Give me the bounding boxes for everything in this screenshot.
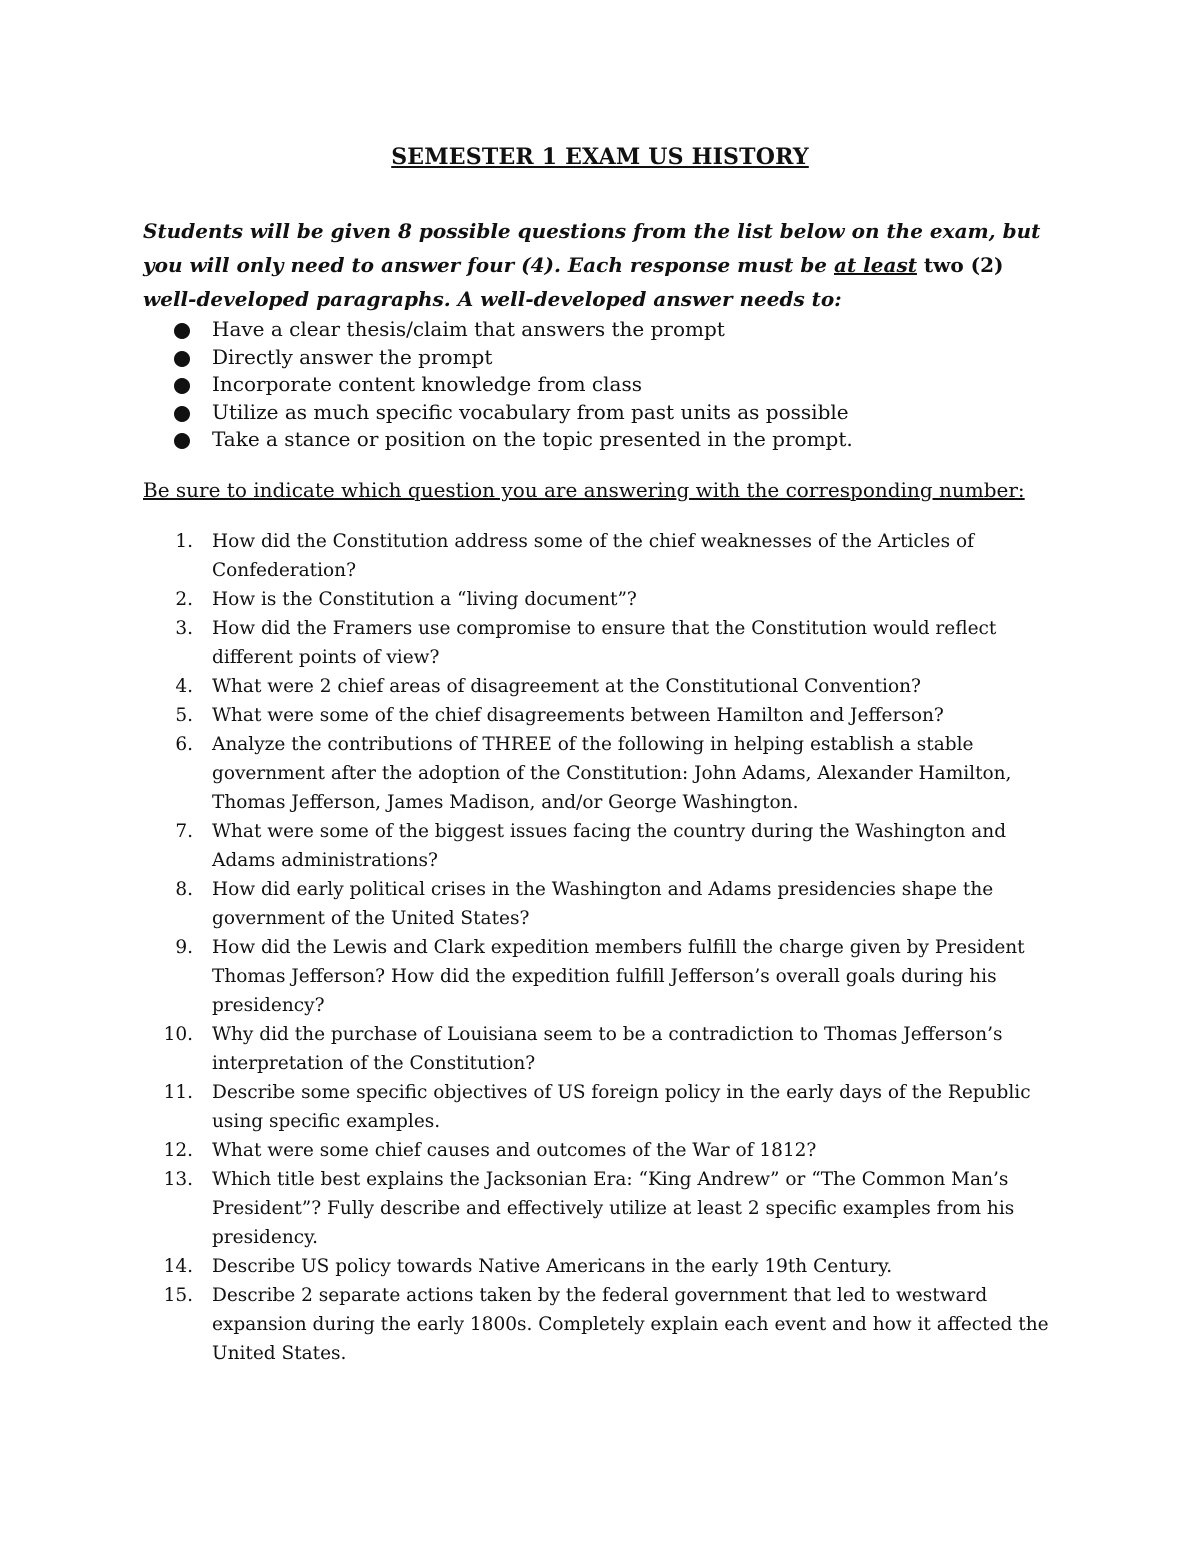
- question-item: [143, 701, 1073, 730]
- question-text: Describe US policy towards Native Americans in the early 19th Century.: [212, 1256, 893, 1277]
- criteria-text: Directly answer the prompt: [212, 344, 493, 369]
- question-text: How did the Framers use compromise to ensure that the Constitution would reflect different points of view?: [212, 618, 997, 668]
- question-text: How did early political crises in the Washington and Adams presidencies shape the government of the United States?: [212, 879, 994, 929]
- bullet-icon: [174, 351, 190, 367]
- question-text: What were 2 chief areas of disagreement at the Constitutional Convention?: [212, 676, 921, 697]
- question-number: 11.: [163, 1082, 193, 1103]
- criteria-text: Incorporate content knowledge from class: [212, 372, 642, 396]
- question-text: Describe some specific objectives of US foreign policy in the early days of the Republic using specific examples.: [212, 1082, 1031, 1132]
- question-number: 7.: [175, 821, 193, 842]
- question-text: What were some chief causes and outcomes of the War of 1812?: [212, 1140, 817, 1161]
- bullet-icon: [174, 323, 190, 339]
- question-text: Analyze the contributions of THREE of the following in helping establish a stable government after the adoption of the Constitution: John Adams, Alexander Hamilton, Thomas Jefferson, James Madison, and/or George Washington.: [212, 734, 1012, 813]
- question-item: [143, 730, 1073, 817]
- question-number: 6.: [175, 734, 193, 755]
- question-item: [143, 1078, 1073, 1136]
- intro-text-part3: well-developed paragraphs. A well-developed answer needs to:: [143, 287, 842, 311]
- instruction-text: Be sure to indicate which question you are answering with the corresponding number:: [143, 478, 1025, 502]
- question-number: 13.: [163, 1169, 193, 1190]
- question-item: [143, 1165, 1073, 1252]
- question-item: [143, 1252, 1073, 1281]
- question-text: What were some of the biggest issues facing the country during the Washington and Adams administrations?: [212, 821, 1007, 871]
- question-number: 9.: [175, 937, 193, 958]
- criteria-item: [143, 426, 1063, 454]
- question-number: 8.: [175, 879, 193, 900]
- question-item: [143, 672, 1073, 701]
- criteria-item: [143, 316, 1063, 344]
- question-number: 3.: [175, 618, 193, 639]
- bullet-icon: [174, 406, 190, 422]
- question-number: 4.: [175, 676, 193, 697]
- question-item: [143, 1020, 1073, 1078]
- criteria-item: [143, 344, 1063, 372]
- question-text: Describe 2 separate actions taken by the federal government that led to westward expansion during the early 1800s. Completely explain each event and how it affected the United States.: [212, 1285, 1049, 1364]
- question-item: [143, 1281, 1073, 1368]
- page-title: SEMESTER 1 EXAM US HISTORY: [391, 144, 809, 170]
- criteria-item: [143, 371, 1063, 399]
- criteria-text: Utilize as much specific vocabulary from past units as possible: [212, 399, 849, 424]
- intro-text-part2: two (2): [916, 253, 1004, 277]
- question-item: [143, 614, 1073, 672]
- intro-paragraph: [143, 214, 1063, 316]
- question-text: Which title best explains the Jacksonian Era: “King Andrew” or “The Common Man’s President”? Fully describe and effectively utilize at least 2 specific examples from his presidency.: [212, 1169, 1015, 1248]
- intro-underlined-text: at least: [834, 253, 917, 277]
- question-item: [143, 585, 1073, 614]
- question-text: What were some of the chief disagreements between Hamilton and Jefferson?: [212, 705, 944, 726]
- question-number: 2.: [175, 589, 193, 610]
- question-item: [143, 527, 1073, 585]
- question-item: [143, 817, 1073, 875]
- question-item: [143, 875, 1073, 933]
- question-text: How did the Constitution address some of the chief weaknesses of the Articles of Confederation?: [212, 531, 975, 581]
- question-number: 14.: [163, 1256, 193, 1277]
- question-number: 5.: [175, 705, 193, 726]
- criteria-text: Have a clear thesis/claim that answers the prompt: [212, 317, 725, 341]
- bullet-icon: [174, 378, 190, 394]
- question-text: How is the Constitution a “living document”?: [212, 589, 637, 610]
- question-text: Why did the purchase of Louisiana seem to be a contradiction to Thomas Jefferson’s interpretation of the Constitution?: [212, 1024, 1003, 1074]
- question-number: 10.: [163, 1024, 193, 1045]
- question-number: 12.: [163, 1140, 193, 1161]
- bullet-icon: [174, 433, 190, 449]
- question-list: [143, 527, 1073, 1368]
- criteria-text: Take a stance or position on the topic presented in the prompt.: [212, 427, 853, 451]
- question-item: [143, 1136, 1073, 1165]
- criteria-item: [143, 399, 1063, 427]
- criteria-list: [143, 316, 1063, 454]
- question-text: How did the Lewis and Clark expedition members fulfill the charge given by President Thomas Jefferson? How did the expedition fulfill Jefferson’s overall goals during his presidency?: [212, 937, 1025, 1016]
- question-item: [143, 933, 1073, 1020]
- question-number: 1.: [175, 531, 193, 552]
- intro-text-part1: Students will be given 8 possible questions from the list below on the exam, but you will only need to answer four (4). Each response must be: [143, 219, 1041, 277]
- question-number: 15.: [163, 1285, 193, 1306]
